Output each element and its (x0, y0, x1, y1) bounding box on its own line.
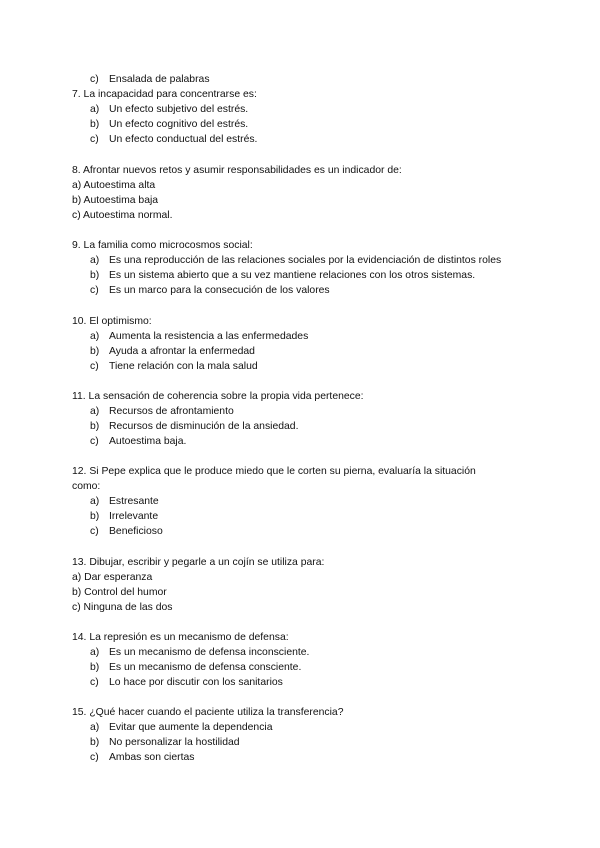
option-letter: a) (90, 722, 100, 733)
option-text: Un efecto cognitivo del estrés. (109, 119, 249, 130)
option-letter: a) (90, 647, 100, 658)
question-11: 11. La sensación de coherencia sobre la propia vida pertenece: (72, 391, 364, 402)
option-letter: c) (90, 436, 99, 447)
option-letter: b) (90, 737, 100, 748)
option-letter: c) (90, 134, 99, 145)
question-13: 13. Dibujar, escribir y pegarle a un cojín se utiliza para: (72, 557, 325, 568)
option-letter: a) (90, 255, 100, 266)
option-text: Recursos de disminución de la ansiedad. (109, 421, 299, 432)
option-letter: b) (90, 662, 100, 673)
question-14: 14. La represión es un mecanismo de defensa: (72, 632, 289, 643)
option-letter: c) (90, 285, 99, 296)
question-13-option-c: c) Ninguna de las dos (72, 602, 173, 613)
option-letter: a) (90, 104, 100, 115)
option-text: Un efecto subjetivo del estrés. (109, 104, 249, 115)
option-text: Ambas son ciertas (109, 752, 195, 763)
option-text: Es una reproducción de las relaciones sociales por la evidenciación de distintos roles (109, 255, 502, 266)
option-text: Autoestima baja. (109, 436, 187, 447)
option-letter: a) (90, 406, 100, 417)
option-letter: a) (90, 496, 100, 507)
option-text: Irrelevante (109, 511, 159, 522)
option-letter: c) (90, 526, 99, 537)
option-text: Recursos de afrontamiento (109, 406, 234, 417)
option-text: Es un marco para la consecución de los valores (109, 285, 330, 296)
question-12-line-1: 12. Si Pepe explica que le produce miedo que le corten su pierna, evaluaría la situación (72, 466, 476, 477)
question-15: 15. ¿Qué hacer cuando el paciente utiliza la transferencia? (72, 707, 344, 718)
question-12-line-2: como: (72, 481, 101, 492)
option-letter: c) (90, 361, 99, 372)
question-8-option-c: c) Autoestima normal. (72, 210, 173, 221)
option-letter: b) (90, 511, 100, 522)
question-10: 10. El optimismo: (72, 316, 152, 327)
question-7: 7. La incapacidad para concentrarse es: (72, 89, 257, 100)
option-letter: b) (90, 346, 100, 357)
option-text: Ensalada de palabras (109, 74, 210, 85)
option-letter: b) (90, 270, 100, 281)
option-letter: b) (90, 119, 100, 130)
option-letter: a) (90, 331, 100, 342)
option-text: Estresante (109, 496, 159, 507)
option-text: Un efecto conductual del estrés. (109, 134, 258, 145)
question-13-option-b: b) Control del humor (72, 587, 167, 598)
option-text: Tiene relación con la mala salud (109, 361, 258, 372)
option-letter: b) (90, 421, 100, 432)
option-letter: c) (90, 74, 99, 85)
question-8-option-a: a) Autoestima alta (72, 180, 156, 191)
option-text: Es un sistema abierto que a su vez mantiene relaciones con los otros sistemas. (109, 270, 476, 281)
option-text: Lo hace por discutir con los sanitarios (109, 677, 283, 688)
option-letter: c) (90, 677, 99, 688)
option-text: Beneficioso (109, 526, 163, 537)
option-letter: c) (90, 752, 99, 763)
option-text: Es un mecanismo de defensa inconsciente. (109, 647, 310, 658)
option-text: Evitar que aumente la dependencia (109, 722, 273, 733)
option-text: No personalizar la hostilidad (109, 737, 240, 748)
option-text: Es un mecanismo de defensa consciente. (109, 662, 302, 673)
option-text: Aumenta la resistencia a las enfermedades (109, 331, 309, 342)
question-8-option-b: b) Autoestima baja (72, 195, 159, 206)
option-text: Ayuda a afrontar la enfermedad (109, 346, 255, 357)
question-8: 8. Afrontar nuevos retos y asumir responsabilidades es un indicador de: (72, 165, 402, 176)
question-13-option-a: a) Dar esperanza (72, 572, 153, 583)
question-9: 9. La familia como microcosmos social: (72, 240, 253, 251)
